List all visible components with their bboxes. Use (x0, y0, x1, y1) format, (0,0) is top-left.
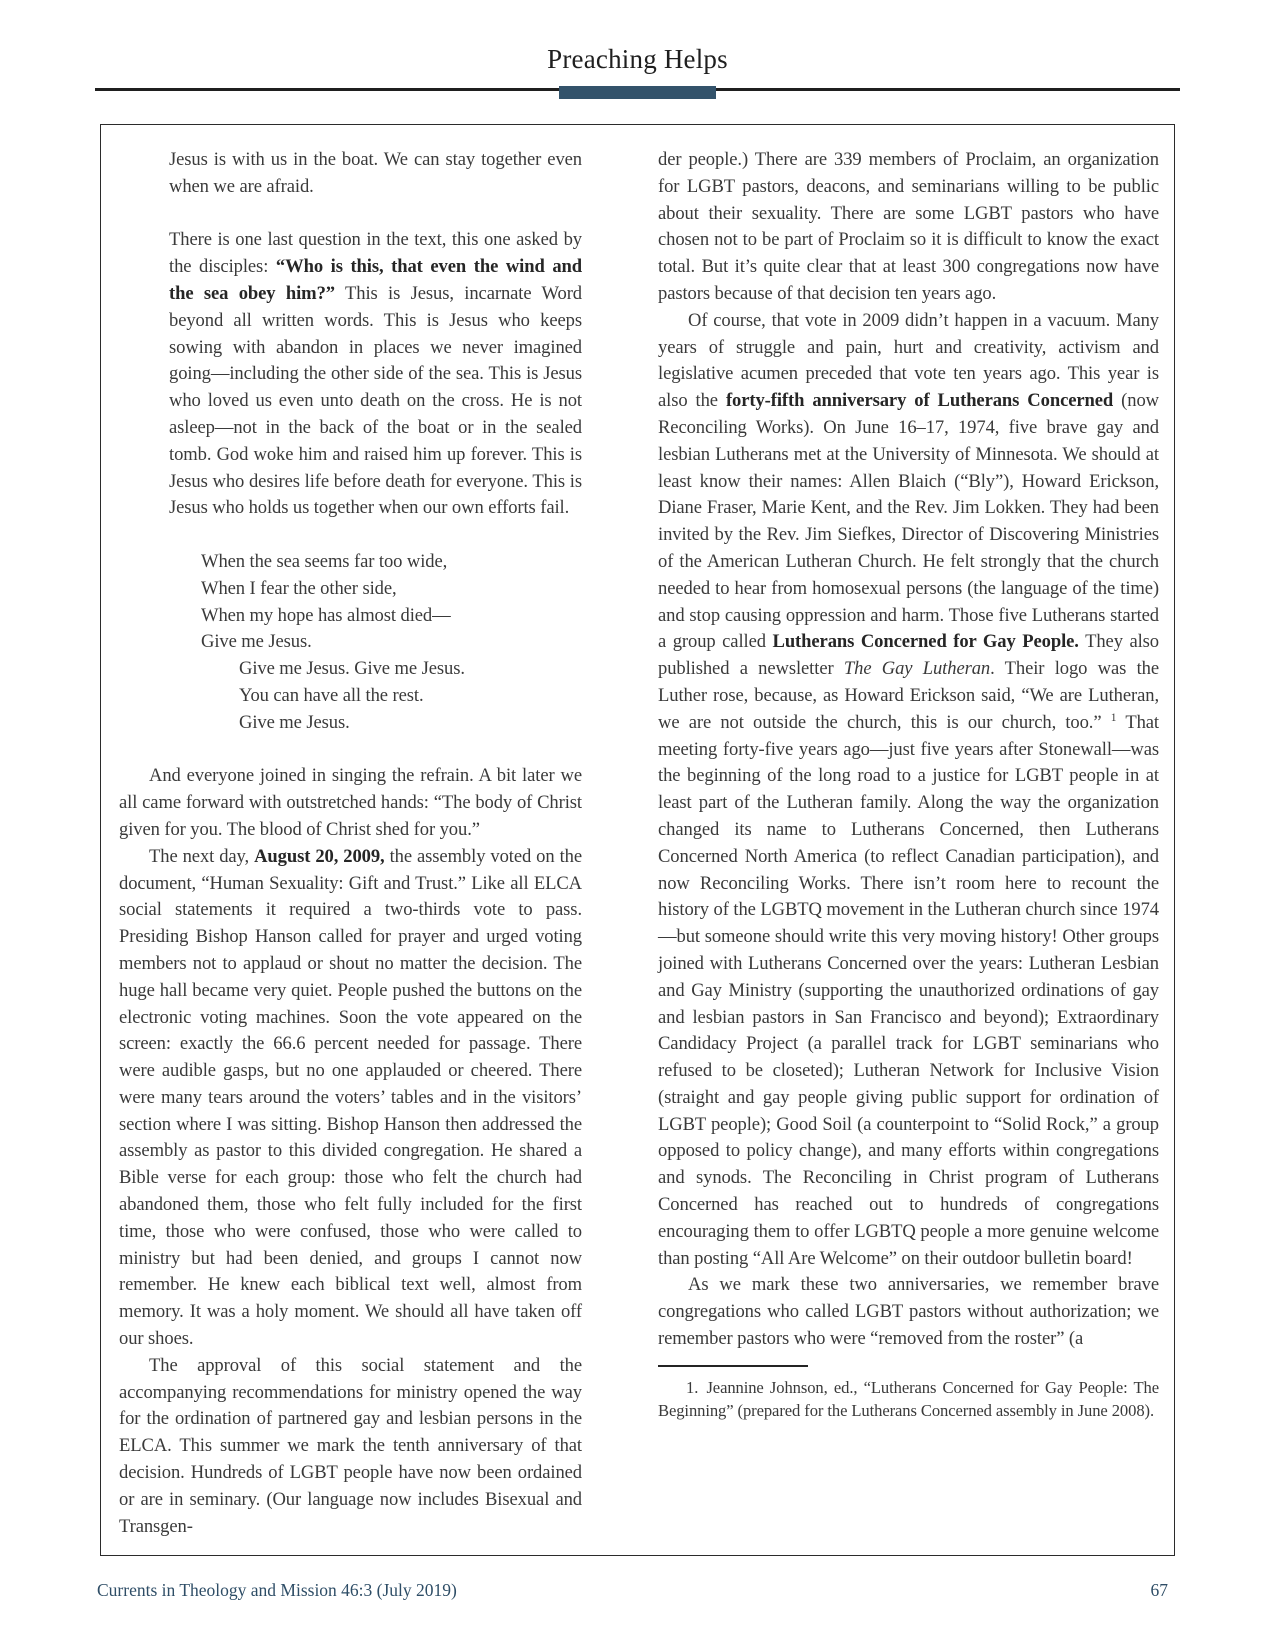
text-run: This is Jesus, incarnate Word beyond all written words. This is Jesus who keeps sowing with abandon in places we never imagined going—including the other side of the sea. This is Jesus who loved us even unto death on the cross. He is not asleep—not in the back of the boat or in the sealed tomb. God woke him and raised him up forever. This is Jesus who desires life before death for everyone. This is Jesus who holds us together when our own efforts fail. (169, 282, 582, 519)
footnote-rule (658, 1365, 808, 1367)
verse-line: Give me Jesus. Give me Jesus. (239, 658, 465, 680)
text-run: The next day, (149, 845, 255, 867)
text-run: the assembly voted on the document, “Human Sexuality: Gift and Trust.” Like all ELCA social statements it required a two-thirds vote to pass. Presiding Bishop Hanson called for prayer and urged voting members not to applaud or shout no matter the decision. The huge hall became very quiet. People pushed the buttons on the electronic voting machines. Soon the vote appeared on the screen: exactly the 66.6 percent needed for passage. There were audible gasps, but no one applauded or cheered. There were many tears around the voters’ tables and in the visitors’ section where I was sitting. Bishop Hanson then addressed the assembly as pastor to this divided congregation. He shared a Bible verse for each group: those who felt the church had abandoned them, those who felt fully included for the first time, those who were confused, those who were called to ministry but had been denied, and groups I cannot now remember. He knew each biblical text well, almost from memory. It was a holy moment. We should all have taken off our shoes. (119, 845, 582, 1350)
verse-line: When the sea seems far too wide, (201, 550, 448, 572)
footnote (658, 1365, 1159, 1423)
text-run: As we mark these two anniversaries, we remember brave congregations who called LGBT pastors without authorization; we remember pastors who were “removed from the roster” (a (658, 1274, 1159, 1350)
blockquote-paragraph (169, 147, 582, 201)
verse-line: Give me Jesus. (201, 631, 312, 653)
body-paragraph (658, 308, 1159, 1273)
italic-text: The Gay Lutheran (843, 658, 991, 680)
right-column (658, 147, 1159, 1539)
article-frame (100, 124, 1175, 1556)
body-paragraph (119, 1353, 582, 1541)
page-number: 67 (1150, 1580, 1168, 1600)
verse-line: When my hope has almost died— (201, 604, 451, 626)
body-paragraph (119, 763, 582, 843)
verse-line: Give me Jesus. (239, 711, 350, 733)
text-run: . Their logo was the Luther rose, because, as Howard Erickson said, “We are Lutheran, we are not outside the church, this is our church, too.” (658, 658, 1159, 733)
text-run: They also published a newsletter (658, 631, 1160, 680)
text-run: (now Reconciling Works). On June 16–17, 1974, five brave gay and lesbian Lutherans met at the University of Minnesota. We should at least know their names: Allen Blaich (“Bly”), Howard Erickson, Diane Fraser, Marie Kent, and the Rev. Jim Lokken. They had been invited by the Rev. Jim Siefkes, Director of Discovering Ministries of the American Lutheran Church. He felt strongly that the church needed to hear from homosexual persons (the language of the time) and stop causing oppression and harm. Those five Lutherans started a group called (658, 390, 1159, 653)
text-run: The approval of this social statement and the accompanying recommendations for ministry opened the way for the ordination of partnered gay and lesbian persons in the ELCA. This summer we mark the tenth anniversary of that decision. Hundreds of LGBT people have now been ordained or are in seminary. (Our language now includes Bisexual and Transgen- (119, 1354, 582, 1537)
page-title: Preaching Helps (547, 44, 728, 74)
footnote-text: 1. Jeannine Johnson, ed., “Lutherans Concerned for Gay People: The Beginning” (prepared for the Lutherans Concerned assembly in June 2008). (658, 1377, 1159, 1421)
text-run: There is one last question in the text, this one asked by the disciples: (169, 229, 582, 278)
left-column (119, 147, 582, 1539)
page-footer (97, 1580, 1168, 1601)
footnote-marker: 1 (1110, 711, 1117, 724)
right-column-text (658, 147, 1159, 1353)
journal-citation: Currents in Theology and Mission 46:3 (July 2019) (97, 1580, 457, 1600)
bold-text: August 20, 2009, (254, 845, 385, 867)
text-run: Of course, that vote in 2009 didn’t happen in a vacuum. Many years of struggle and pain, hurt and creativity, activism and legislative acumen preceded that vote ten years ago. This year is also the (658, 309, 1159, 412)
verse-line: You can have all the rest. (239, 684, 424, 706)
body-paragraph (119, 844, 582, 1353)
body-paragraph (658, 1272, 1159, 1352)
text-run: That meeting forty-five years ago—just five years after Stonewall—was the beginning of the long road to a justice for LGBT people in at least part of the Lutheran family. Along the way the organization changed its name to Lutherans Concerned, then Lutherans Concerned North America (to reflect Canadian participation), and now Reconciling Works. There isn’t room here to recount the history of the LGBTQ movement in the Lutheran church since 1974—but someone should write this very moving history! Other groups joined with Lutherans Concerned over the years: Lutheran Lesbian and Gay Ministry (supporting the unauthorized ordinations of gay and lesbian pastors in San Francisco and beyond); Extraordinary Candidacy Project (a parallel track for LGBT seminarians who refused to be closeted); Lutheran Network for Inclusive Vision (straight and gay people giving public support for ordination of LGBT people); Good Soil (a counterpoint to “Solid Rock,” a group opposed to policy change), and many efforts within congregations and synods. The Reconciling in Christ program of Lutherans Concerned has reached out to hundreds of congregations encouraging them to offer LGBTQ people a more genuine welcome than posting “All Are Welcome” on their outdoor bulletin board! (658, 711, 1159, 1269)
text-run: der people.) There are 339 members of Proclaim, an organization for LGBT pastors, deacons, and seminarians willing to be public about their sexuality. There are some LGBT pastors who have chosen not to be part of Proclaim so it is difficult to know the exact total. But it’s quite clear that at least 300 congregations now have pastors because of that decision ten years ago. (658, 149, 1159, 304)
text-run: Jesus is with us in the boat. We can stay together even when we are afraid. (169, 149, 582, 197)
body-paragraph (658, 147, 1159, 308)
verse-line: When I fear the other side, (201, 577, 397, 599)
header-accent-bar (559, 86, 716, 99)
bold-text: “Who is this, that even the wind and the sea obey him?” (169, 256, 582, 304)
bold-text: Lutherans Concerned for Gay People. (772, 631, 1079, 653)
text-run: And everyone joined in singing the refrain. A bit later we all came forward with outstretched hands: “The body of Christ given for you. The blood of Christ shed for you.” (119, 765, 582, 840)
bold-text: forty-fifth anniversary of Lutherans Concerned (725, 390, 1114, 412)
blockquote-paragraph (169, 227, 582, 522)
hymn-verse (201, 549, 582, 737)
